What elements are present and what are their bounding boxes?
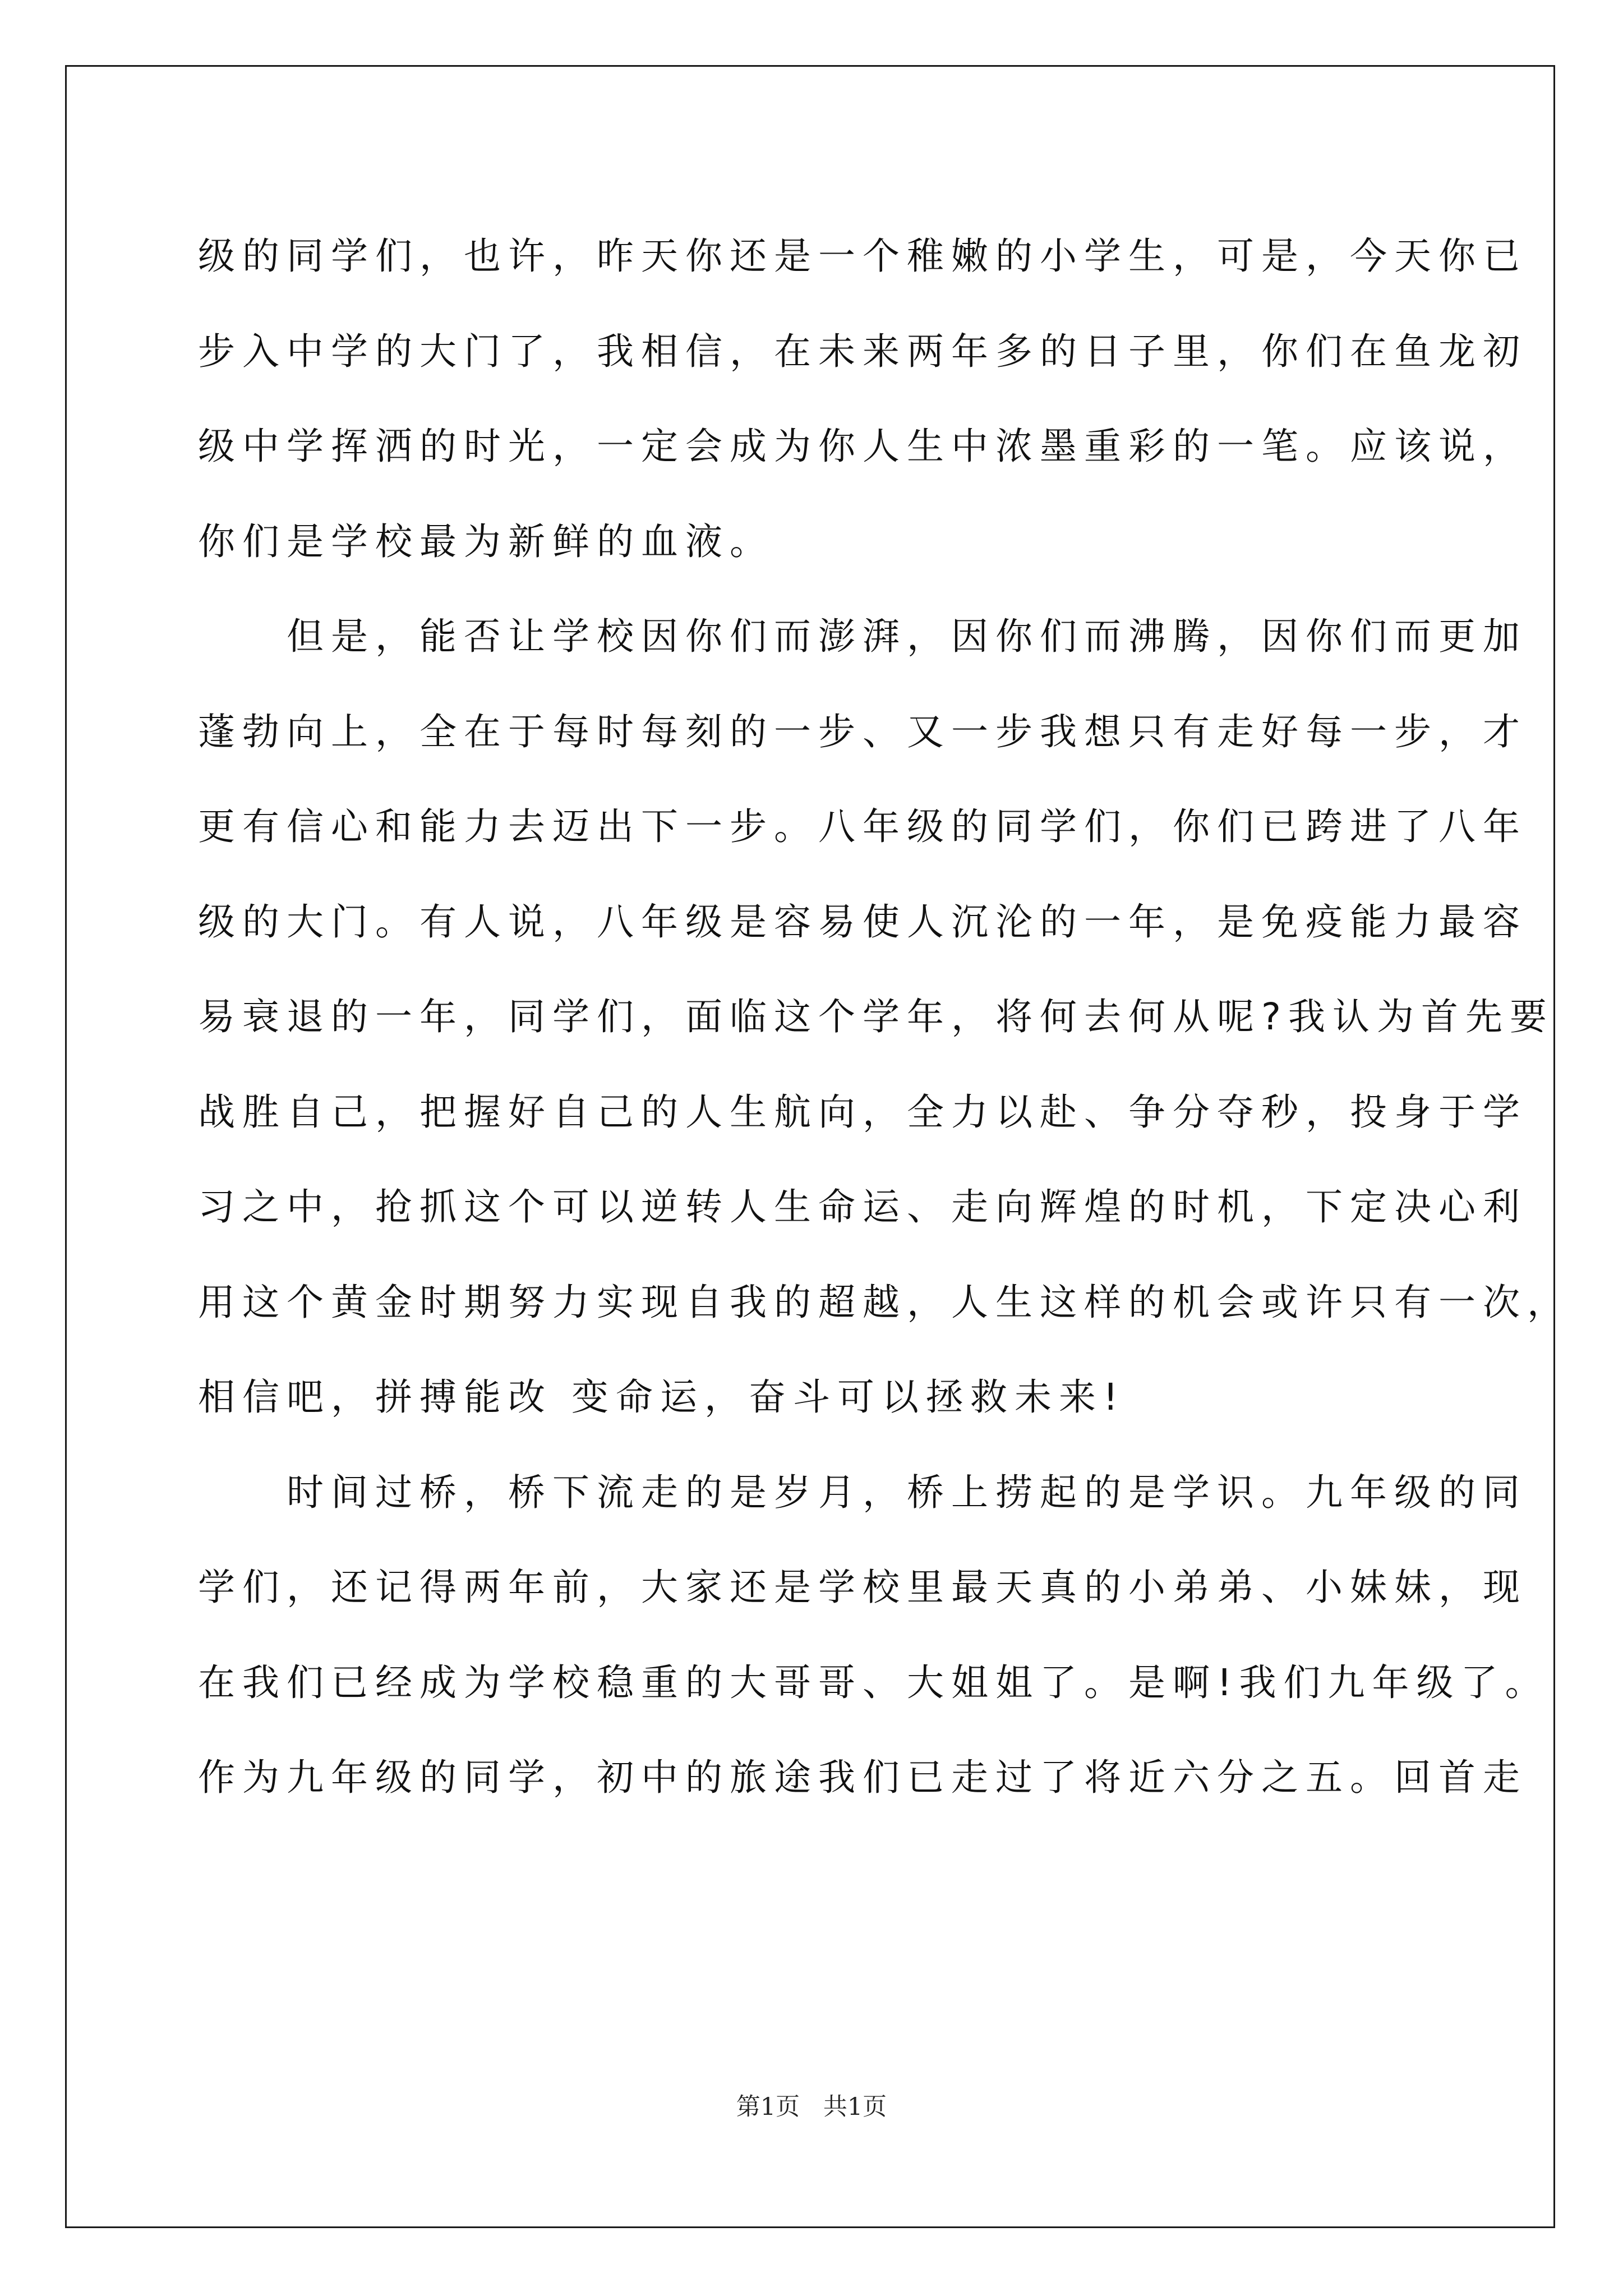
text-line: 作为九年级的同学，初中的旅途我们已走过了将近六分之五。回首走 <box>198 1756 1527 1799</box>
text-line: 时间过桥，桥下流走的是岁月，桥上捞起的是学识。九年级的同 <box>198 1470 1527 1514</box>
text-line: 级的同学们，也许，昨天你还是一个稚嫩的小学生，可是，今天你已 <box>198 234 1527 278</box>
page-footer <box>0 2088 1623 2122</box>
text-line: 但是，能否让学校因你们而澎湃，因你们而沸腾，因你们而更加 <box>198 615 1527 658</box>
text-line: 学们，还记得两年前，大家还是学校里最天真的小弟弟、小妹妹，现 <box>198 1566 1527 1609</box>
text-line: 战胜自己，把握好自己的人生航向，全力以赴、争分夺秒，投身于学 <box>198 1090 1527 1134</box>
text-line: 用这个黄金时期努力实现自我的超越，人生这样的机会或许只有一次， <box>198 1280 1571 1324</box>
text-line: 蓬勃向上，全在于每时每刻的一步、又一步我想只有走好每一步，才 <box>198 710 1527 753</box>
text-line: 更有信心和能力去迈出下一步。八年级的同学们，你们已跨进了八年 <box>198 805 1527 848</box>
page-total: 共1页 <box>823 2093 887 2121</box>
text-line: 级的大门。有人说，八年级是容易使人沉沦的一年，是免疫能力最容 <box>198 900 1527 944</box>
text-line: 步入中学的大门了，我相信，在未来两年多的日子里，你们在鱼龙初 <box>198 329 1527 373</box>
text-line: 易衰退的一年，同学们，面临这个学年，将何去何从呢?我认为首先要 <box>198 995 1555 1038</box>
text-line: 级中学挥洒的时光，一定会成为你人生中浓墨重彩的一笔。应该说， <box>198 425 1527 468</box>
text-line: 相信吧，拼搏能改 变命运，奋斗可以拯救未来! <box>198 1375 1126 1419</box>
document-body <box>198 209 1571 1825</box>
page-number: 第1页 <box>736 2093 800 2121</box>
text-line: 在我们已经成为学校稳重的大哥哥、大姐姐了。是啊!我们九年级了。 <box>198 1660 1550 1704</box>
text-line: 习之中，抢抓这个可以逆转人生命运、走向辉煌的时机，下定决心利 <box>198 1185 1527 1228</box>
text-line: 你们是学校最为新鲜的血液。 <box>198 519 774 563</box>
